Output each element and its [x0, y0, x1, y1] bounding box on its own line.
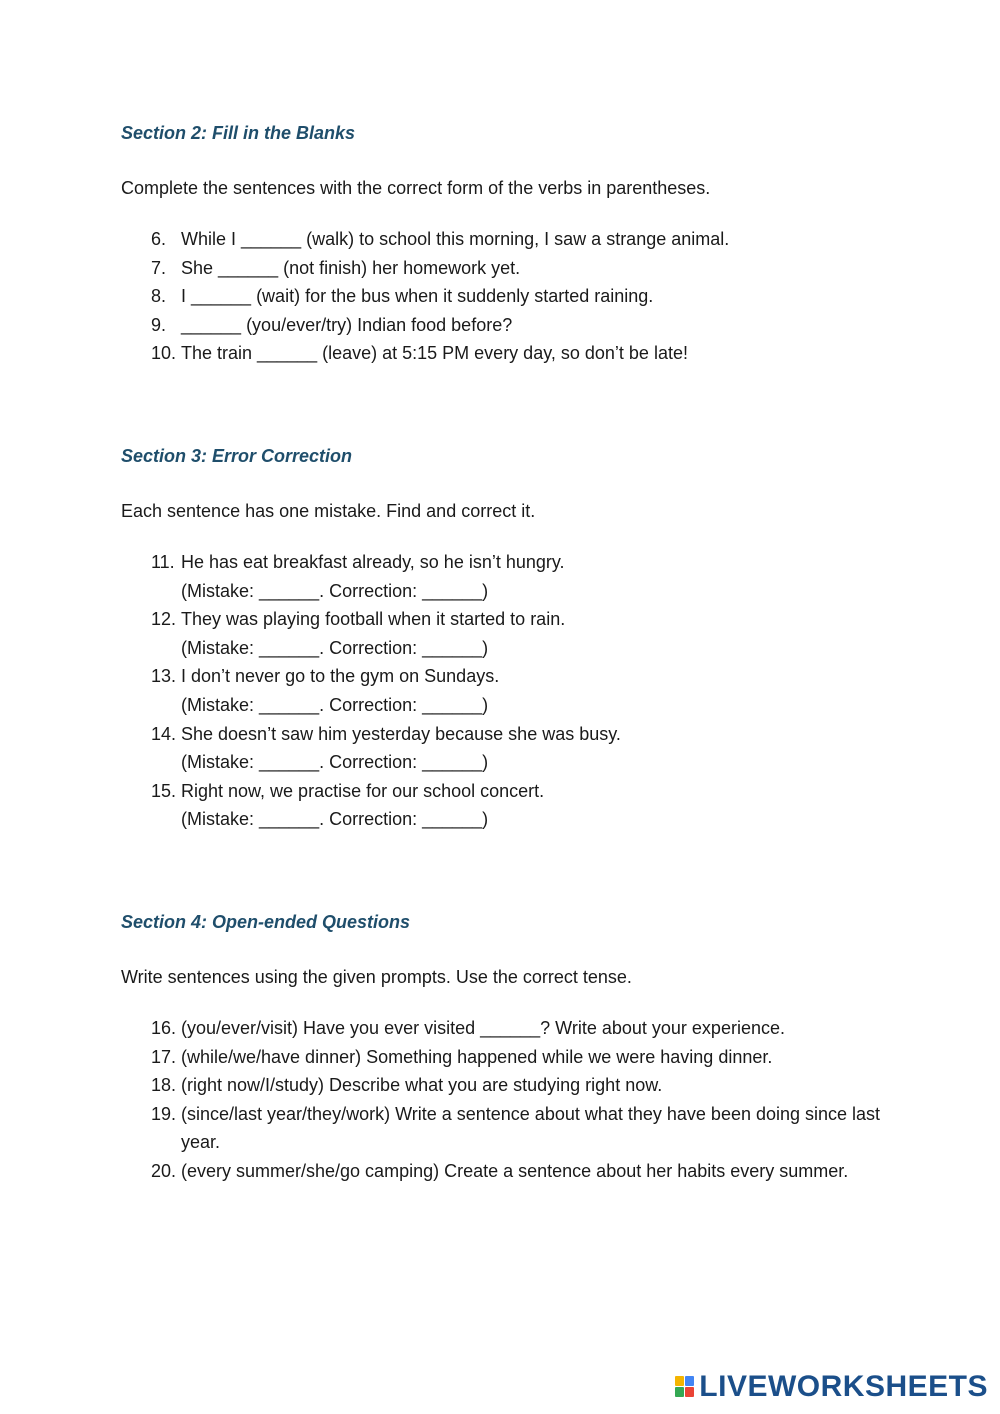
- question-text: They was playing football when it started to rain.: [181, 609, 566, 630]
- section-instruction: Write sentences using the given prompts. Use the correct tense.: [121, 967, 632, 987]
- question-item: [121, 225, 881, 254]
- question-text: She ______ (not finish) her homework yet.: [181, 257, 521, 278]
- question-item: [121, 339, 881, 368]
- question-item: [121, 605, 881, 662]
- question-list: [121, 548, 881, 834]
- question-number: 16.: [151, 1018, 177, 1038]
- question-item: [121, 720, 881, 777]
- question-item: [121, 311, 881, 340]
- section-error-correction: [121, 444, 881, 834]
- question-item: [121, 1100, 881, 1157]
- question-number: 19.: [151, 1103, 177, 1124]
- question-text: I ______ (wait) for the bus when it suddenly started raining.: [181, 286, 654, 307]
- question-number: 12.: [151, 609, 177, 630]
- section-instruction: Each sentence has one mistake. Find and correct it.: [121, 501, 536, 521]
- question-number: 14.: [151, 723, 177, 744]
- question-number: 20.: [151, 1160, 177, 1181]
- section-title: Section 4: Open-ended Questions: [121, 912, 411, 932]
- question-item: [121, 662, 881, 719]
- question-text: ______ (you/ever/try) Indian food before?: [181, 314, 513, 335]
- question-text: (right now/I/study) Describe what you are studying right now.: [181, 1075, 663, 1096]
- question-text: I don’t never go to the gym on Sundays.: [181, 666, 500, 687]
- question-number: 6.: [151, 229, 167, 249]
- question-number: 18.: [151, 1075, 177, 1096]
- question-text: She doesn’t saw him yesterday because she was busy.: [181, 723, 621, 744]
- question-text: (since/last year/they/work) Write a sentence about what they have been doing since last year.: [181, 1103, 881, 1153]
- question-item: [121, 282, 881, 311]
- question-list: [121, 225, 881, 368]
- mistake-correction-line: (Mistake: ______. Correction: ______): [181, 580, 489, 601]
- question-item: [121, 1157, 881, 1186]
- question-item: [121, 254, 881, 283]
- question-text: The train ______ (leave) at 5:15 PM every day, so don’t be late!: [181, 343, 688, 364]
- mistake-correction-line: (Mistake: ______. Correction: ______): [181, 637, 489, 658]
- question-number: 13.: [151, 666, 177, 687]
- question-text: Right now, we practise for our school concert.: [181, 780, 545, 801]
- mistake-correction-line: (Mistake: ______. Correction: ______): [181, 752, 489, 773]
- question-text: (every summer/she/go camping) Create a sentence about her habits every summer.: [181, 1160, 849, 1181]
- question-item: [121, 548, 881, 605]
- question-item: [121, 777, 881, 834]
- section-instruction: Complete the sentences with the correct form of the verbs in parentheses.: [121, 178, 711, 198]
- question-text: (while/we/have dinner) Something happened while we were having dinner.: [181, 1046, 773, 1067]
- question-text: While I ______ (walk) to school this morning, I saw a strange animal.: [181, 229, 730, 249]
- question-number: 9.: [151, 314, 167, 335]
- question-number: 15.: [151, 780, 177, 801]
- question-number: 10.: [151, 343, 177, 364]
- liveworksheets-logo: [675, 1370, 988, 1404]
- question-item: [121, 1014, 881, 1043]
- mistake-correction-line: (Mistake: ______. Correction: ______): [181, 694, 489, 715]
- question-list: [121, 1014, 881, 1186]
- question-number: 7.: [151, 257, 167, 278]
- logo-blocks-icon: [675, 1376, 695, 1398]
- logo-text: LIVEWORKSHEETS: [699, 1370, 988, 1403]
- question-item: [121, 1071, 881, 1100]
- section-open-ended: [121, 910, 881, 1186]
- mistake-correction-line: (Mistake: ______. Correction: ______): [181, 809, 489, 830]
- question-number: 11.: [151, 552, 175, 572]
- section-title: Section 2: Fill in the Blanks: [121, 123, 356, 143]
- section-title: Section 3: Error Correction: [121, 446, 353, 466]
- question-text: He has eat breakfast already, so he isn’t hungry.: [181, 552, 565, 572]
- question-item: [121, 1043, 881, 1072]
- question-number: 17.: [151, 1046, 177, 1067]
- question-number: 8.: [151, 286, 167, 307]
- section-fill-blanks: [121, 121, 881, 368]
- question-text: (you/ever/visit) Have you ever visited ______? Write about your experience.: [181, 1018, 785, 1038]
